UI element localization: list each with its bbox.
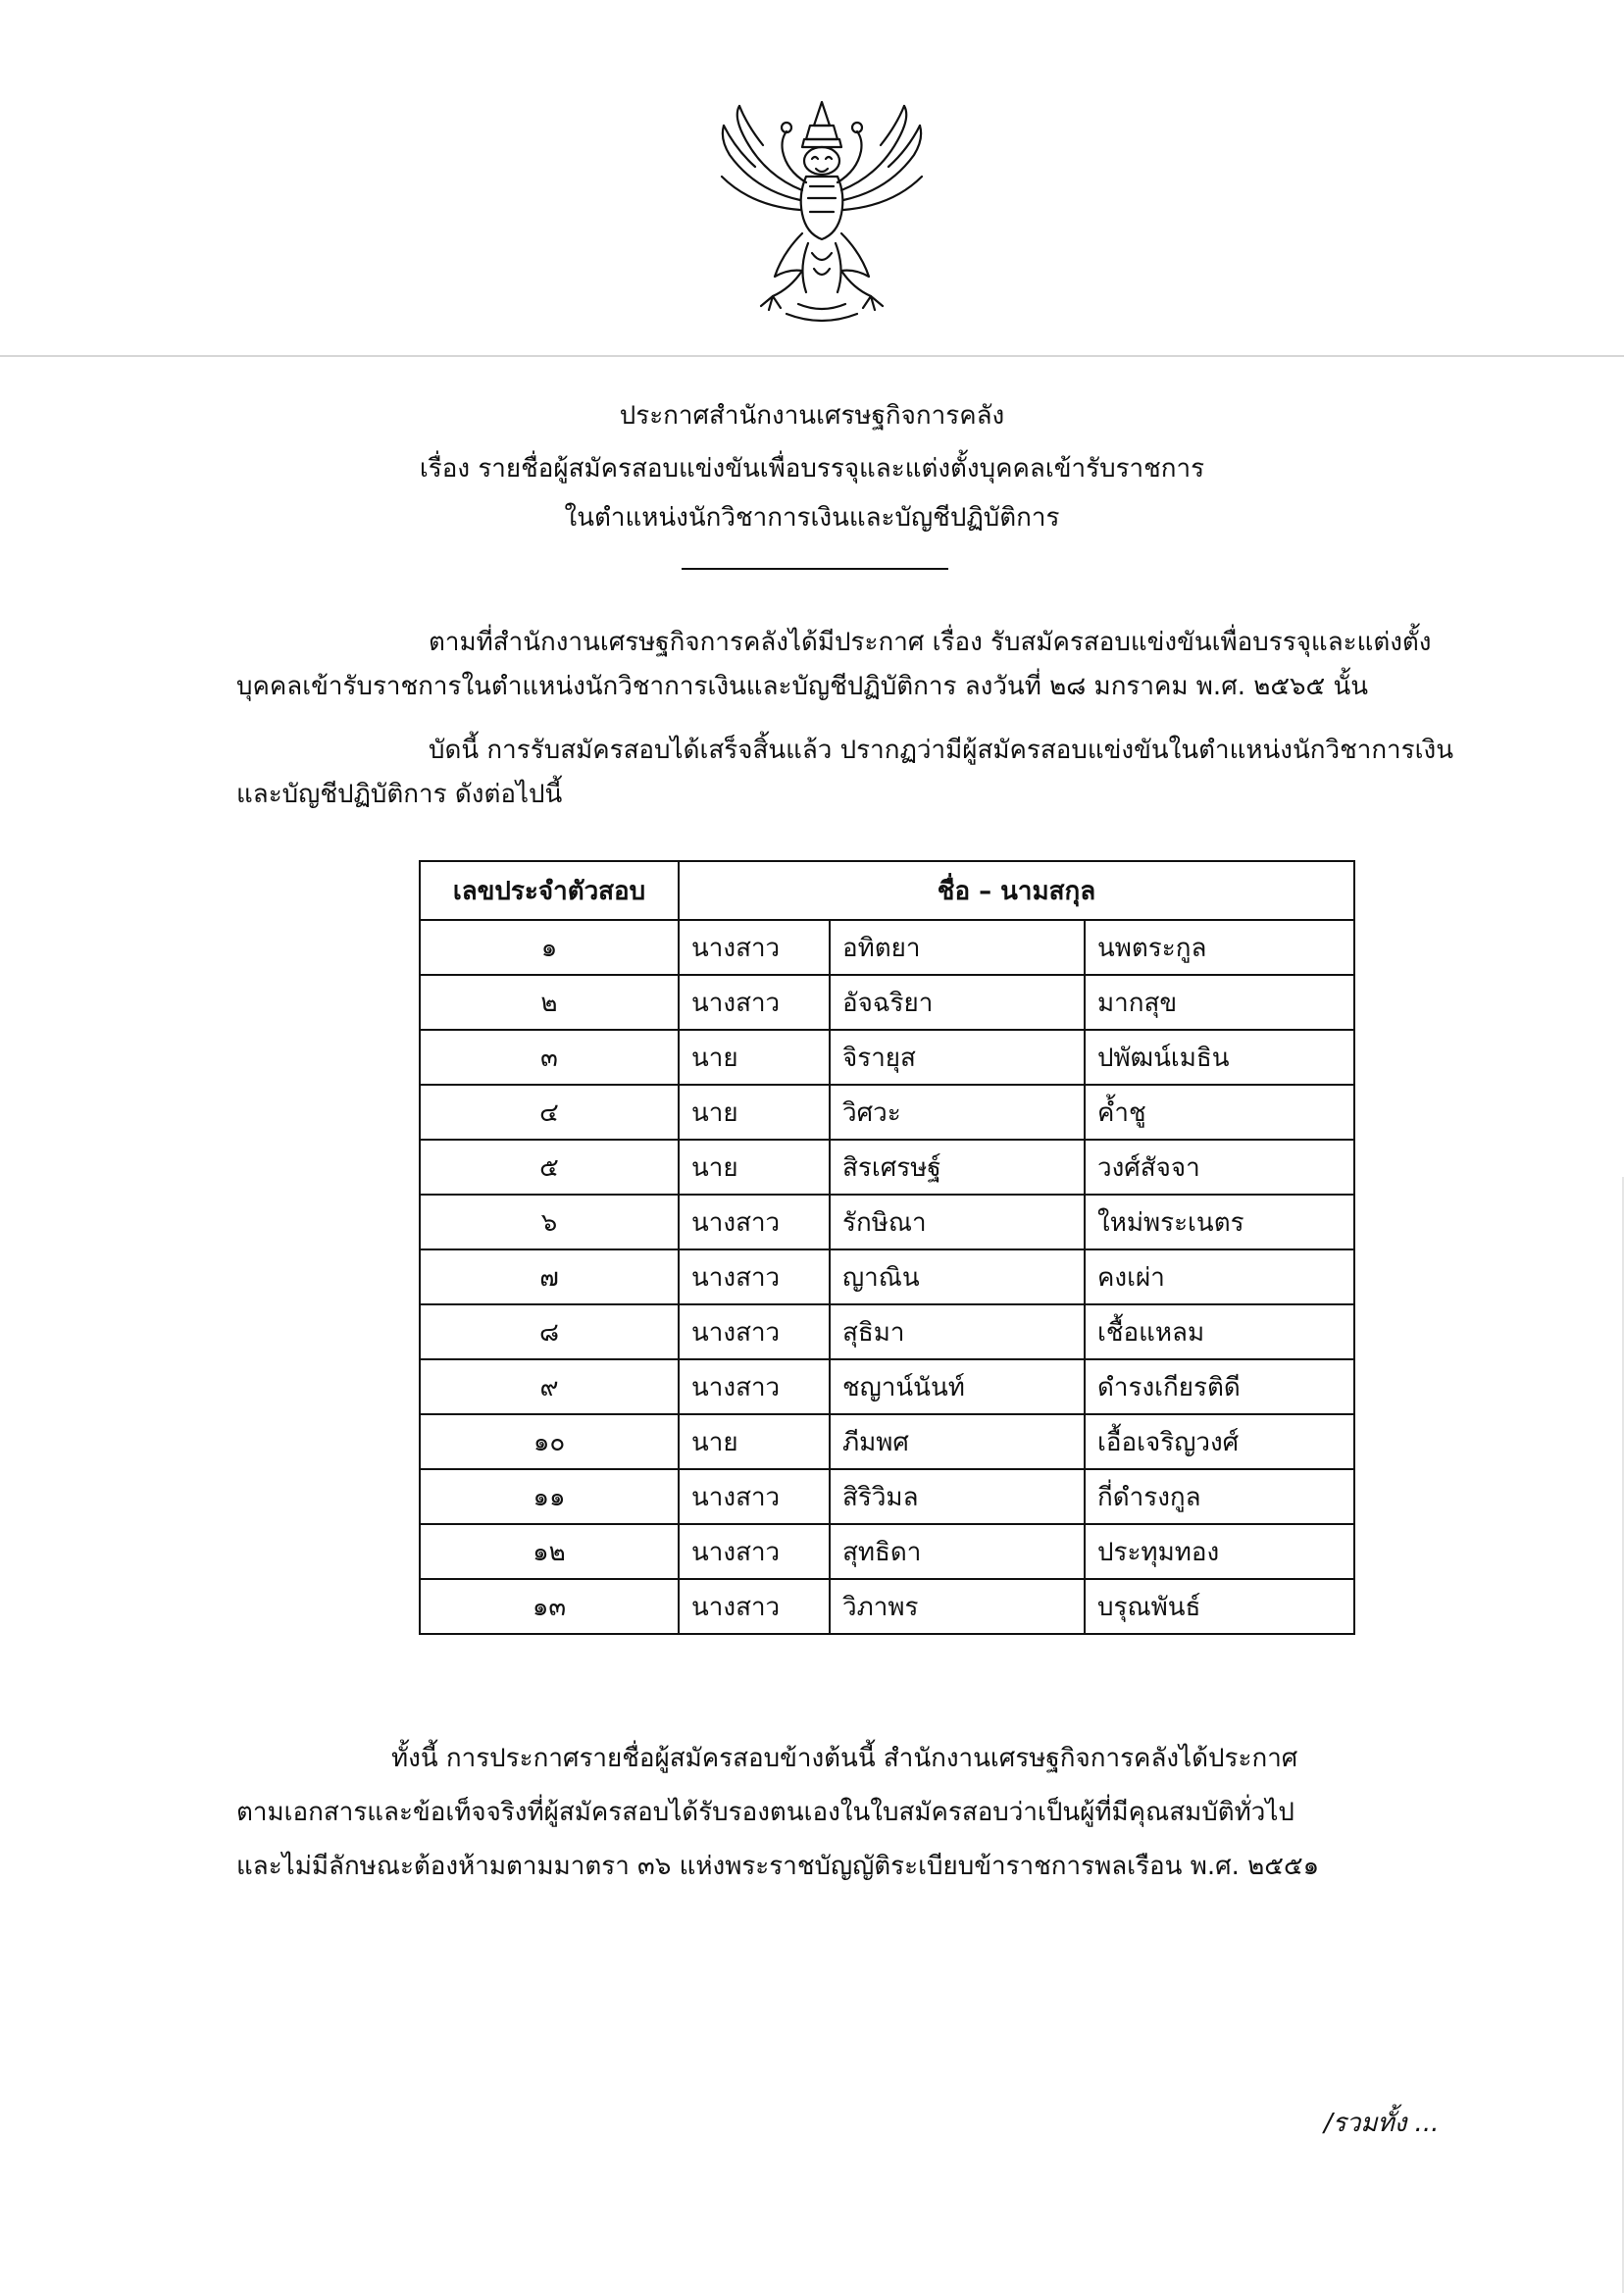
last-name-cell: ดำรงเกียรติดี xyxy=(1085,1359,1354,1414)
table-row xyxy=(420,1030,1354,1085)
first-name-cell: สิริวิมล xyxy=(830,1469,1085,1524)
name-title-cell: นางสาว xyxy=(679,1359,830,1414)
first-name-cell: จิรายุส xyxy=(830,1030,1085,1085)
intro-paragraph-2-line-2: และบัญชีปฏิบัติการ ดังต่อไปนี้ xyxy=(236,780,563,809)
table-row xyxy=(420,1469,1354,1524)
column-header-full-name: ชื่อ – นามสกุล xyxy=(679,861,1354,920)
name-title-cell: นาย xyxy=(679,1085,830,1140)
intro-paragraph-1-line-1: ตามที่สำนักงานเศรษฐกิจการคลังได้มีประกาศ เรื่อง รับสมัครสอบแข่งขันเพื่อบรรจุและแต่งตั้ง xyxy=(429,628,1432,657)
first-name-cell: ญาณิน xyxy=(830,1249,1085,1304)
last-name-cell: ค้ำชู xyxy=(1085,1085,1354,1140)
page-fold-line xyxy=(0,355,1624,357)
name-title-cell: นางสาว xyxy=(679,1469,830,1524)
exam-id-cell: ๒ xyxy=(420,975,679,1030)
table-row xyxy=(420,1304,1354,1359)
table-row xyxy=(420,975,1354,1030)
name-title-cell: นางสาว xyxy=(679,920,830,975)
closing-paragraph-line-2: ตามเอกสารและข้อเท็จจริงที่ผู้สมัครสอบได้รับรองตนเองในใบสมัครสอบว่าเป็นผู้ที่มีคุณสมบัติทั่วไป xyxy=(236,1798,1294,1827)
exam-id-cell: ๘ xyxy=(420,1304,679,1359)
name-title-cell: นาย xyxy=(679,1140,830,1195)
table-row xyxy=(420,1140,1354,1195)
table-row xyxy=(420,1249,1354,1304)
table-row xyxy=(420,1195,1354,1249)
closing-paragraph-line-3: และไม่มีลักษณะต้องห้ามตามมาตรา ๓๖ แห่งพระราชบัญญัติระเบียบข้าราชการพลเรือน พ.ศ. ๒๕๕๑ xyxy=(236,1852,1320,1881)
name-title-cell: นาย xyxy=(679,1414,830,1469)
last-name-cell: บรุณพันธ์ xyxy=(1085,1579,1354,1634)
exam-id-cell: ๓ xyxy=(420,1030,679,1085)
exam-id-cell: ๗ xyxy=(420,1249,679,1304)
last-name-cell: ประทุมทอง xyxy=(1085,1524,1354,1579)
intro-paragraph-2-line-1: บัดนี้ การรับสมัครสอบได้เสร็จสิ้นแล้ว ปรากฏว่ามีผู้สมัครสอบแข่งขันในตำแหน่งนักวิชาการเงิน xyxy=(429,736,1453,765)
table-row xyxy=(420,1524,1354,1579)
exam-id-cell: ๔ xyxy=(420,1085,679,1140)
last-name-cell: วงศ์สัจจา xyxy=(1085,1140,1354,1195)
name-title-cell: นาย xyxy=(679,1030,830,1085)
intro-paragraph-1-line-2: บุคคลเข้ารับราชการในตำแหน่งนักวิชาการเงินและบัญชีปฏิบัติการ ลงวันที่ ๒๘ มกราคม พ.ศ. ๒๕๖๕ นั้น xyxy=(236,672,1369,701)
last-name-cell: เอื้อเจริญวงศ์ xyxy=(1085,1414,1354,1469)
exam-id-cell: ๑๑ xyxy=(420,1469,679,1524)
exam-id-cell: ๑๓ xyxy=(420,1579,679,1634)
first-name-cell: ภีมพศ xyxy=(830,1414,1085,1469)
last-name-cell: นพตระกูล xyxy=(1085,920,1354,975)
table-row xyxy=(420,1579,1354,1634)
exam-id-cell: ๑๒ xyxy=(420,1524,679,1579)
first-name-cell: อัจฉริยา xyxy=(830,975,1085,1030)
exam-id-cell: ๑๐ xyxy=(420,1414,679,1469)
name-title-cell: นางสาว xyxy=(679,975,830,1030)
first-name-cell: สุธิมา xyxy=(830,1304,1085,1359)
name-title-cell: นางสาว xyxy=(679,1304,830,1359)
announcement-subject: เรื่อง รายชื่อผู้สมัครสอบแข่งขันเพื่อบรรจุและแต่งตั้งบุคคลเข้ารับราชการ xyxy=(419,454,1205,484)
exam-id-cell: ๖ xyxy=(420,1195,679,1249)
name-title-cell: นางสาว xyxy=(679,1524,830,1579)
announcement-heading: ประกาศสำนักงานเศรษฐกิจการคลัง xyxy=(619,401,1005,431)
exam-id-cell: ๕ xyxy=(420,1140,679,1195)
last-name-cell: ใหม่พระเนตร xyxy=(1085,1195,1354,1249)
name-title-cell: นางสาว xyxy=(679,1579,830,1634)
last-name-cell: คงเผ่า xyxy=(1085,1249,1354,1304)
first-name-cell: อทิตยา xyxy=(830,920,1085,975)
table-row xyxy=(420,1414,1354,1469)
last-name-cell: กี่ดำรงกูล xyxy=(1085,1469,1354,1524)
continued-next-page-note: /รวมทั้ง ... xyxy=(1324,2109,1440,2138)
announcement-position: ในตำแหน่งนักวิชาการเงินและบัญชีปฏิบัติการ xyxy=(564,503,1060,533)
last-name-cell: ปพัฒน์เมธิน xyxy=(1085,1030,1354,1085)
table-row xyxy=(420,920,1354,975)
name-title-cell: นางสาว xyxy=(679,1249,830,1304)
first-name-cell: สิรเศรษฐ์ xyxy=(830,1140,1085,1195)
first-name-cell: วิศวะ xyxy=(830,1085,1085,1140)
garuda-emblem-icon xyxy=(704,96,939,331)
first-name-cell: วิภาพร xyxy=(830,1579,1085,1634)
first-name-cell: ชญาน์นันท์ xyxy=(830,1359,1085,1414)
first-name-cell: สุทธิดา xyxy=(830,1524,1085,1579)
column-header-exam-id: เลขประจำตัวสอบ xyxy=(420,861,679,920)
last-name-cell: เชื้อแหลม xyxy=(1085,1304,1354,1359)
last-name-cell: มากสุข xyxy=(1085,975,1354,1030)
table-row xyxy=(420,1359,1354,1414)
exam-id-cell: ๙ xyxy=(420,1359,679,1414)
table-row xyxy=(420,1085,1354,1140)
first-name-cell: รักษิณา xyxy=(830,1195,1085,1249)
name-title-cell: นางสาว xyxy=(679,1195,830,1249)
table-header-row xyxy=(420,861,1354,920)
title-underline xyxy=(682,568,948,570)
candidate-table xyxy=(419,860,1355,1635)
exam-id-cell: ๑ xyxy=(420,920,679,975)
closing-paragraph-line-1: ทั้งนี้ การประกาศรายชื่อผู้สมัครสอบข้างต้นนี้ สำนักงานเศรษฐกิจการคลังได้ประกาศ xyxy=(391,1744,1298,1773)
